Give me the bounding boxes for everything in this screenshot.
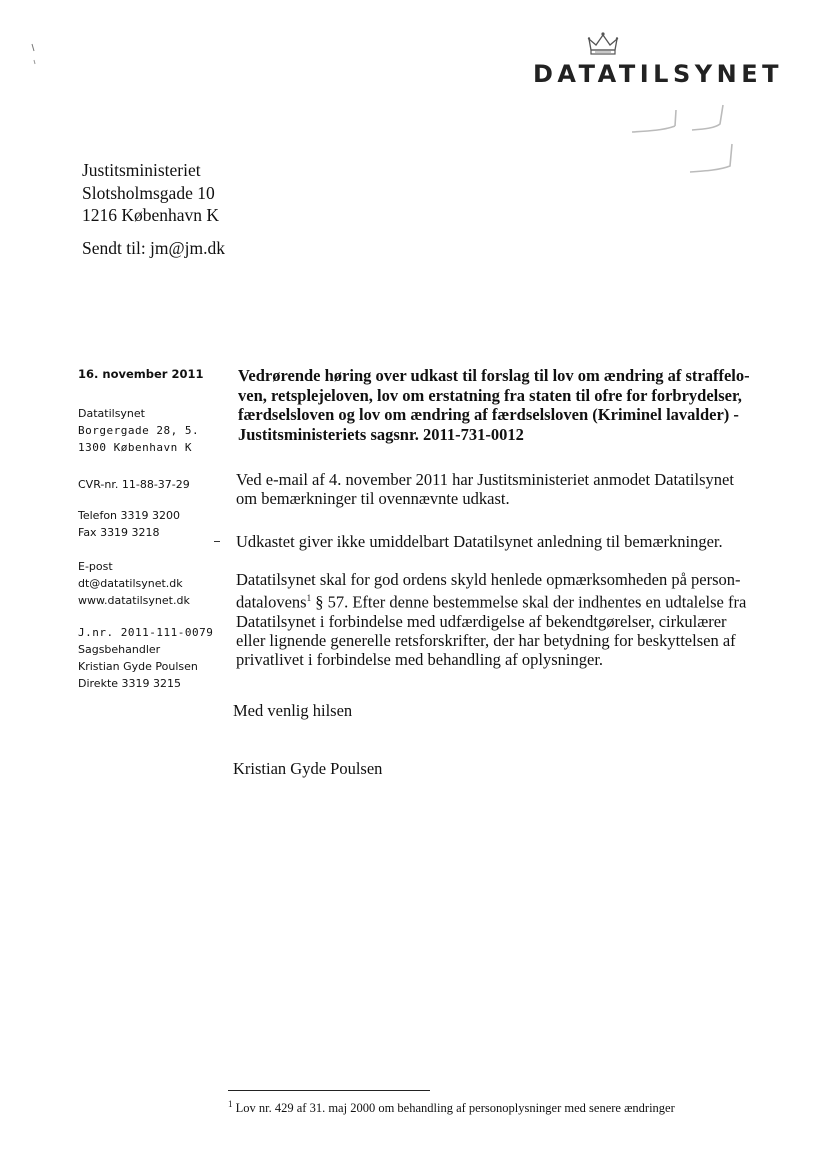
website: www.datatilsynet.dk bbox=[78, 594, 190, 607]
recipient-address bbox=[82, 159, 219, 227]
sender-phone-block bbox=[78, 507, 180, 541]
crown-icon bbox=[586, 30, 620, 60]
recipient-line: Slotsholmsgade 10 bbox=[82, 182, 215, 203]
cvr-number: CVR-nr. 11-88-37-29 bbox=[78, 478, 190, 491]
closing: Med venlig hilsen bbox=[233, 701, 353, 720]
sender-address bbox=[78, 405, 199, 456]
handler-label: Sagsbehandler bbox=[78, 643, 161, 656]
body-paragraph-3-end: § 57. Efter denne bestemmelse skal der indhentes en udtalelse fra Datatilsynet i forbindelse med udfærdigelse af bekendtgørelser, cirkulærer eller lignende generelle retsforskrifter, der har betydning for beskyttelsen af privatlivet i forbindelse med behandling af oplysninger. bbox=[236, 592, 747, 669]
letter-subject: Vedrørende høring over udkast til forslag til lov om ændring af straffelo-ven, retsplejeloven, lov om erstatning fra staten til ofre for forbrydelser, færdselsloven og lov om ændring af færdselsloven (Kriminel lavalder) - Justitsministeriets sagsnr. 2011-731-0012 bbox=[238, 366, 750, 444]
case-number: J.nr. 2011-111-0079 bbox=[78, 626, 214, 639]
body-paragraph-3 bbox=[236, 570, 758, 669]
margin-mark bbox=[30, 42, 38, 66]
email-label: E-post bbox=[78, 560, 113, 573]
letter-date: 16. november 2011 bbox=[78, 367, 204, 381]
phone-number: Telefon 3319 3200 bbox=[78, 509, 180, 522]
footnote-reference: 1 bbox=[306, 593, 312, 603]
signature-name: Kristian Gyde Poulsen bbox=[233, 759, 383, 778]
brand-wordmark bbox=[533, 60, 783, 88]
recipient-line: 1216 København K bbox=[82, 205, 220, 225]
recipient-line: Justitsministeriet bbox=[82, 160, 201, 180]
footnote bbox=[228, 1099, 675, 1116]
sent-to: Sendt til: jm@jm.dk bbox=[82, 238, 225, 258]
sender-street: Borgergade 28, 5. bbox=[78, 424, 200, 437]
footnote-marker: 1 bbox=[228, 1099, 233, 1109]
footnote-text: Lov nr. 429 af 31. maj 2000 om behandling af personoplysninger med senere ændringer bbox=[232, 1101, 675, 1116]
body-paragraph-3-start: Datatilsynet skal for god ordens skyld henlede opmærksomheden på person-datalovens bbox=[236, 570, 741, 612]
email-address: dt@datatilsynet.dk bbox=[78, 577, 183, 590]
sender-city: 1300 København K bbox=[78, 441, 192, 454]
sender-contact-block bbox=[78, 558, 190, 609]
handler-name: Kristian Gyde Poulsen bbox=[78, 660, 198, 673]
case-block bbox=[78, 624, 213, 692]
handwritten-scribble bbox=[620, 100, 740, 185]
fax-number: Fax 3319 3218 bbox=[78, 526, 160, 539]
footnote-divider bbox=[228, 1090, 430, 1091]
brand-wordmark-text: DATATILSYNET bbox=[533, 60, 783, 88]
body-paragraph-1: Ved e-mail af 4. november 2011 har Justitsministeriet anmodet Datatilsynet om bemærkninger til ovennævnte udkast. bbox=[236, 470, 734, 508]
direct-phone: Direkte 3319 3215 bbox=[78, 677, 182, 690]
sender-name: Datatilsynet bbox=[78, 407, 145, 420]
body-paragraph-2: Udkastet giver ikke umiddelbart Datatilsynet anledning til bemærkninger. bbox=[236, 532, 723, 551]
scan-mark bbox=[214, 541, 220, 542]
